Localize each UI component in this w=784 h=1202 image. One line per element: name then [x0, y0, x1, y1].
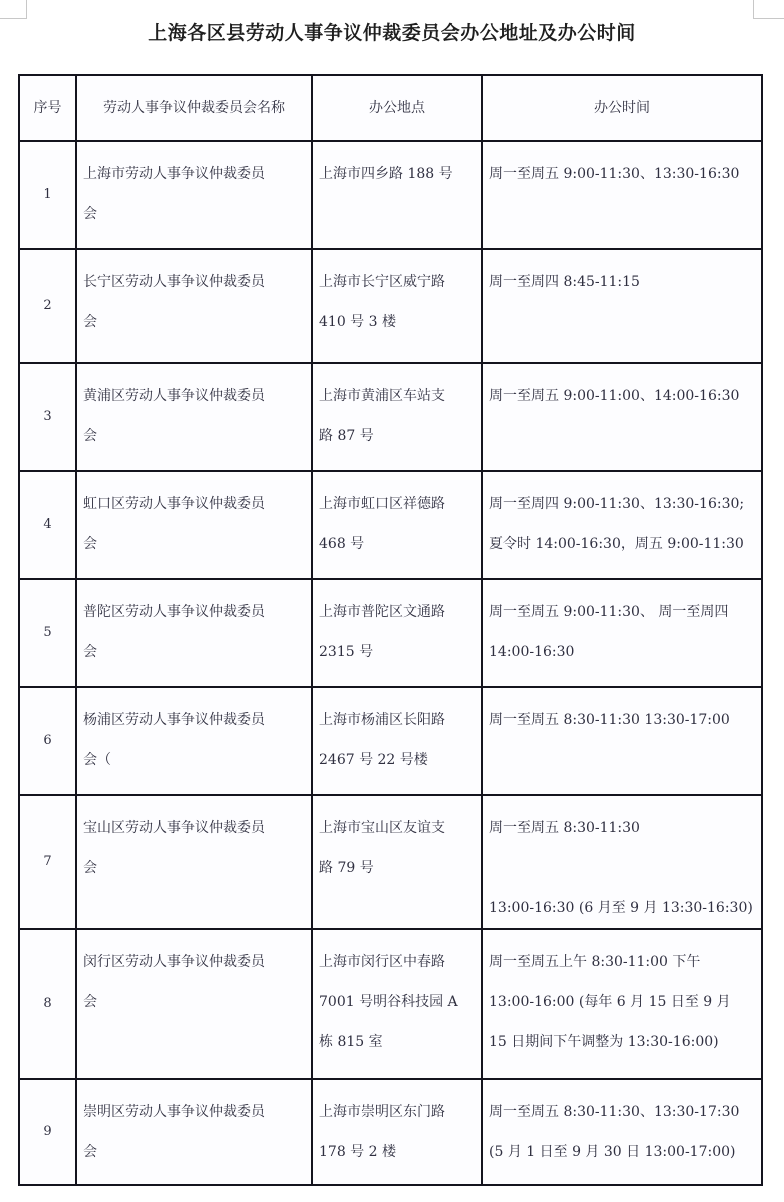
office-address-line: 468 号	[319, 536, 365, 552]
office-address-cell	[312, 579, 482, 687]
office-address-line: 栋 815 室	[319, 1034, 383, 1050]
row-index: 9	[19, 1079, 76, 1185]
table-row	[19, 1079, 762, 1185]
row-index: 6	[19, 687, 76, 795]
office-hours-cell	[482, 141, 762, 249]
column-header-hours: 办公时间	[482, 75, 762, 141]
table-row	[19, 579, 762, 687]
office-address-cell	[312, 249, 482, 363]
arbitration-office-table	[18, 74, 763, 1186]
committee-name-line: 会	[83, 536, 97, 552]
committee-name-line: 会	[83, 644, 97, 660]
page-corner-mark-top-right	[753, 0, 784, 19]
column-header-name: 劳动人事争议仲裁委员会名称	[76, 75, 312, 141]
office-address-cell	[312, 687, 482, 795]
document-title: 上海各区县劳动人事争议仲裁委员会办公地址及办公时间	[148, 22, 636, 44]
table-row	[19, 929, 762, 1079]
office-hours-line: 周一至周四 8:45-11:15	[489, 274, 640, 290]
office-address-line: 上海市虹口区祥德路	[319, 496, 445, 512]
office-hours-line: 14:00-16:30	[489, 644, 575, 660]
row-index: 3	[19, 363, 76, 471]
office-address-cell	[312, 141, 482, 249]
committee-name-line: 虹口区劳动人事争议仲裁委员	[83, 496, 265, 512]
table-row	[19, 471, 762, 579]
table-header-row	[19, 75, 762, 141]
row-index: 4	[19, 471, 76, 579]
committee-name-cell	[76, 363, 312, 471]
committee-name-line: 会	[83, 994, 97, 1010]
table-row	[19, 795, 762, 929]
office-hours-line: 13:00-16:30 (6 月至 9 月 13:30-16:30)	[489, 900, 753, 916]
office-address-line: 上海市宝山区友谊支	[319, 820, 445, 836]
office-hours-line: 夏令时 14:00-16:30，周五 9:00-11:30	[489, 536, 744, 552]
office-hours-cell	[482, 795, 762, 929]
table-row	[19, 687, 762, 795]
table-row	[19, 249, 762, 363]
committee-name-line: 上海市劳动人事争议仲裁委员	[83, 166, 265, 182]
committee-name-line: 宝山区劳动人事争议仲裁委员	[83, 820, 265, 836]
office-address-line: 路 79 号	[319, 860, 374, 876]
office-address-cell	[312, 471, 482, 579]
committee-name-cell	[76, 579, 312, 687]
office-address-line: 7001 号明谷科技园 A	[319, 994, 458, 1010]
office-hours-cell	[482, 363, 762, 471]
column-header-address: 办公地点	[312, 75, 482, 141]
committee-name-line: 会（	[83, 752, 111, 768]
office-hours-line: 周一至周五 8:30-11:30 13:30-17:00	[489, 712, 730, 728]
row-index: 7	[19, 795, 76, 929]
office-hours-line: 周一至周四 9:00-11:30、13:30-16:30;	[489, 496, 745, 512]
office-address-line: 上海市闵行区中春路	[319, 954, 445, 970]
office-address-cell	[312, 795, 482, 929]
office-hours-line: 周一至周五 9:00-11:30、 周一至周四	[489, 604, 729, 620]
office-hours-line: 周一至周五 8:30-11:30、13:30-17:30	[489, 1104, 740, 1120]
office-hours-line: 周一至周五 9:00-11:00、14:00-16:30	[489, 388, 740, 404]
table-row	[19, 141, 762, 249]
office-address-line: 2467 号 22 号楼	[319, 752, 428, 768]
office-hours-line: 周一至周五 9:00-11:30、13:30-16:30	[489, 166, 740, 182]
row-index: 2	[19, 249, 76, 363]
committee-name-line: 会	[83, 1144, 97, 1160]
office-hours-cell	[482, 579, 762, 687]
office-hours-cell	[482, 929, 762, 1079]
committee-name-cell	[76, 1079, 312, 1185]
office-hours-line: 周一至周五上午 8:30-11:00 下午	[489, 954, 701, 970]
row-index: 5	[19, 579, 76, 687]
office-address-line: 上海市崇明区东门路	[319, 1104, 445, 1120]
office-address-line: 上海市杨浦区长阳路	[319, 712, 445, 728]
table-row	[19, 363, 762, 471]
office-hours-cell	[482, 1079, 762, 1185]
committee-name-cell	[76, 141, 312, 249]
committee-name-cell	[76, 471, 312, 579]
office-address-line: 路 87 号	[319, 428, 374, 444]
committee-name-line: 黄浦区劳动人事争议仲裁委员	[83, 388, 265, 404]
committee-name-line: 长宁区劳动人事争议仲裁委员	[83, 274, 265, 290]
office-hours-cell	[482, 249, 762, 363]
committee-name-line: 普陀区劳动人事争议仲裁委员	[83, 604, 265, 620]
office-hours-line: 周一至周五 8:30-11:30	[489, 820, 640, 836]
committee-name-cell	[76, 687, 312, 795]
office-address-line: 2315 号	[319, 644, 374, 660]
row-index: 8	[19, 929, 76, 1079]
committee-name-cell	[76, 249, 312, 363]
office-hours-line: 15 日期间下午调整为 13:30-16:00)	[489, 1034, 719, 1050]
committee-name-cell	[76, 929, 312, 1079]
committee-name-cell	[76, 795, 312, 929]
row-index: 1	[19, 141, 76, 249]
office-address-line: 上海市普陀区文通路	[319, 604, 445, 620]
committee-name-line: 会	[83, 860, 97, 876]
column-header-index: 序号	[19, 75, 76, 141]
page-corner-mark-top-left	[0, 0, 27, 19]
office-hours-line: (5 月 1 日至 9 月 30 日 13:00-17:00)	[489, 1144, 736, 1160]
office-hours-cell	[482, 471, 762, 579]
office-hours-line: 13:00-16:00 (每年 6 月 15 日至 9 月	[489, 994, 731, 1010]
office-address-cell	[312, 1079, 482, 1185]
table-body	[19, 141, 762, 1185]
office-address-line: 上海市四乡路 188 号	[319, 166, 453, 182]
committee-name-line: 会	[83, 314, 97, 330]
committee-name-line: 会	[83, 428, 97, 444]
committee-name-line: 会	[83, 206, 97, 222]
office-address-line: 178 号 2 楼	[319, 1144, 396, 1160]
office-hours-cell	[482, 687, 762, 795]
committee-name-line: 崇明区劳动人事争议仲裁委员	[83, 1104, 265, 1120]
office-address-line: 上海市长宁区威宁路	[319, 274, 445, 290]
office-address-cell	[312, 363, 482, 471]
office-hours-line	[489, 848, 755, 888]
office-address-cell	[312, 929, 482, 1079]
committee-name-line: 杨浦区劳动人事争议仲裁委员	[83, 712, 265, 728]
committee-name-line: 闵行区劳动人事争议仲裁委员	[83, 954, 265, 970]
office-address-line: 410 号 3 楼	[319, 314, 396, 330]
office-address-line: 上海市黄浦区车站支	[319, 388, 445, 404]
